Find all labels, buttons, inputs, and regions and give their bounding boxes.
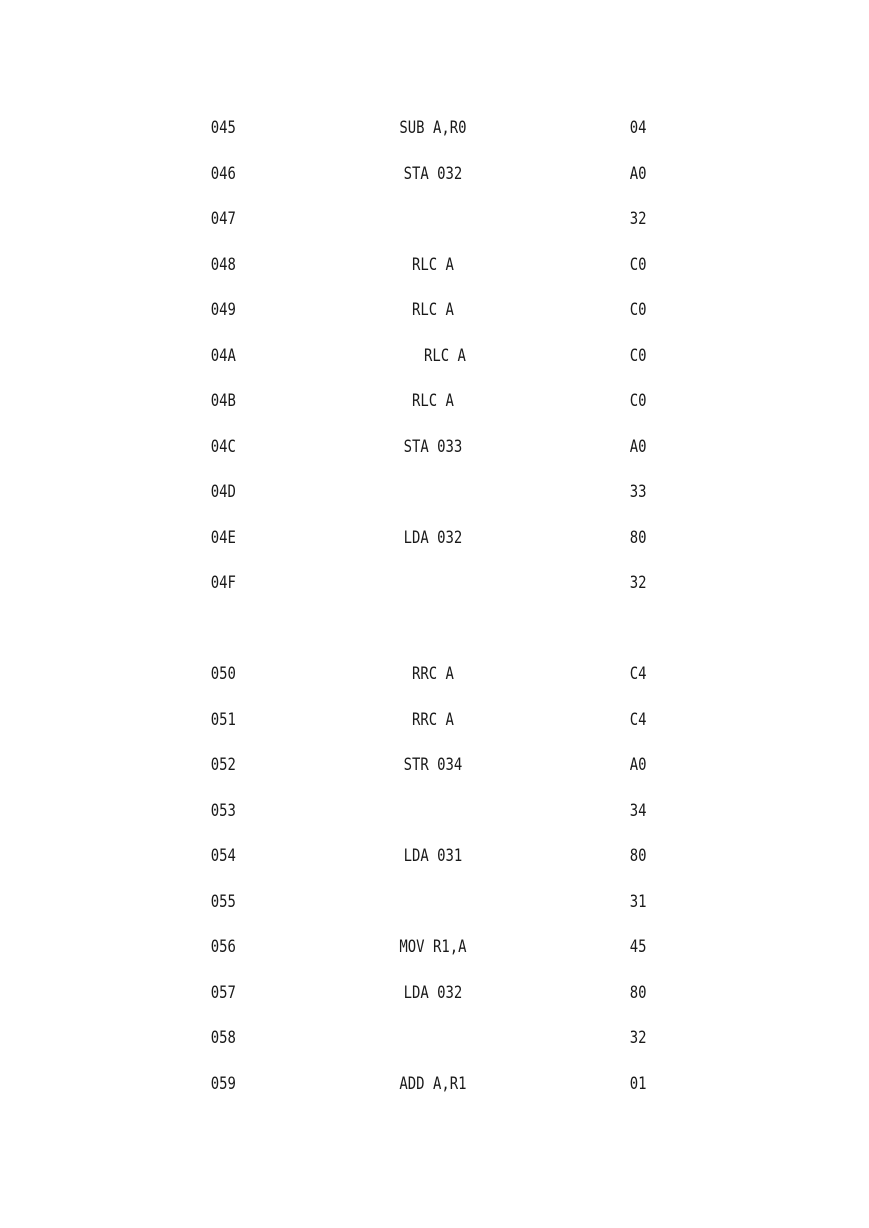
machine-code-cell: 80 — [629, 528, 647, 548]
listing-row — [0, 935, 713, 959]
address-cell: 058 — [210, 1028, 236, 1048]
address-cell: 04C — [210, 437, 236, 457]
machine-code-cell: C0 — [629, 255, 647, 275]
listing-row — [0, 708, 713, 732]
listing-row — [0, 662, 713, 686]
listing-row — [0, 753, 713, 777]
address-cell: 059 — [210, 1074, 236, 1094]
address-cell: 04F — [210, 573, 236, 593]
machine-code-cell: A0 — [629, 164, 647, 184]
listing-row — [0, 890, 713, 914]
instruction-text: RLC A — [411, 391, 454, 411]
instruction-text: RLC A — [411, 255, 454, 275]
address-cell: 057 — [210, 983, 236, 1003]
listing-row — [0, 1026, 713, 1050]
listing-row — [0, 207, 713, 231]
instruction-text: LDA 031 — [403, 846, 463, 866]
instruction-text: LDA 032 — [403, 528, 463, 548]
address-cell: 054 — [210, 846, 236, 866]
instruction-text: STA 032 — [403, 164, 463, 184]
address-cell: 052 — [210, 755, 236, 775]
listing-row — [0, 1072, 713, 1096]
machine-code-cell: 04 — [629, 118, 647, 138]
machine-code-cell: C0 — [629, 346, 647, 366]
listing-row — [0, 799, 713, 823]
machine-code-cell: C4 — [629, 710, 647, 730]
address-cell: 053 — [210, 801, 236, 821]
address-cell: 047 — [210, 209, 236, 229]
address-cell: 048 — [210, 255, 236, 275]
instruction-text: RRC A — [411, 664, 454, 684]
address-cell: 055 — [210, 892, 236, 912]
machine-code-cell: C0 — [629, 300, 647, 320]
machine-code-cell: 33 — [629, 482, 647, 502]
machine-code-cell: 01 — [629, 1074, 647, 1094]
machine-code-cell: C4 — [629, 664, 647, 684]
instruction-text: LDA 032 — [403, 983, 463, 1003]
instruction-text: RLC A — [423, 346, 466, 366]
listing-row — [0, 981, 713, 1005]
machine-code-cell: 80 — [629, 983, 647, 1003]
machine-code-cell: C0 — [629, 391, 647, 411]
listing-row — [0, 116, 713, 140]
address-cell: 056 — [210, 937, 236, 957]
listing-row — [0, 389, 713, 413]
machine-code-cell: 31 — [629, 892, 647, 912]
machine-code-cell: 32 — [629, 209, 647, 229]
address-cell: 04A — [210, 346, 236, 366]
address-cell: 051 — [210, 710, 236, 730]
address-cell: 04E — [210, 528, 236, 548]
listing-row — [0, 298, 713, 322]
machine-code-cell: 32 — [629, 1028, 647, 1048]
listing-row — [0, 480, 713, 504]
machine-code-cell: 34 — [629, 801, 647, 821]
listing-row — [0, 162, 713, 186]
instruction-text: RRC A — [411, 710, 454, 730]
machine-code-cell: A0 — [629, 755, 647, 775]
listing-row — [0, 571, 713, 595]
instruction-text: RLC A — [411, 300, 454, 320]
address-cell: 045 — [210, 118, 236, 138]
listing-row — [0, 435, 713, 459]
address-cell: 050 — [210, 664, 236, 684]
instruction-text: STA 033 — [403, 437, 463, 457]
instruction-text: STR 034 — [403, 755, 463, 775]
instruction-text: ADD A,R1 — [399, 1074, 467, 1094]
listing-row — [0, 344, 713, 368]
listing-row — [0, 844, 713, 868]
instruction-text: SUB A,R0 — [399, 118, 467, 138]
listing-row — [0, 253, 713, 277]
address-cell: 049 — [210, 300, 236, 320]
instruction-text: MOV R1,A — [399, 937, 467, 957]
machine-code-cell: 32 — [629, 573, 647, 593]
address-cell: 04B — [210, 391, 236, 411]
address-cell: 04D — [210, 482, 236, 502]
machine-code-cell: 80 — [629, 846, 647, 866]
listing-row — [0, 526, 713, 550]
machine-code-cell: A0 — [629, 437, 647, 457]
address-cell: 046 — [210, 164, 236, 184]
machine-code-cell: 45 — [629, 937, 647, 957]
